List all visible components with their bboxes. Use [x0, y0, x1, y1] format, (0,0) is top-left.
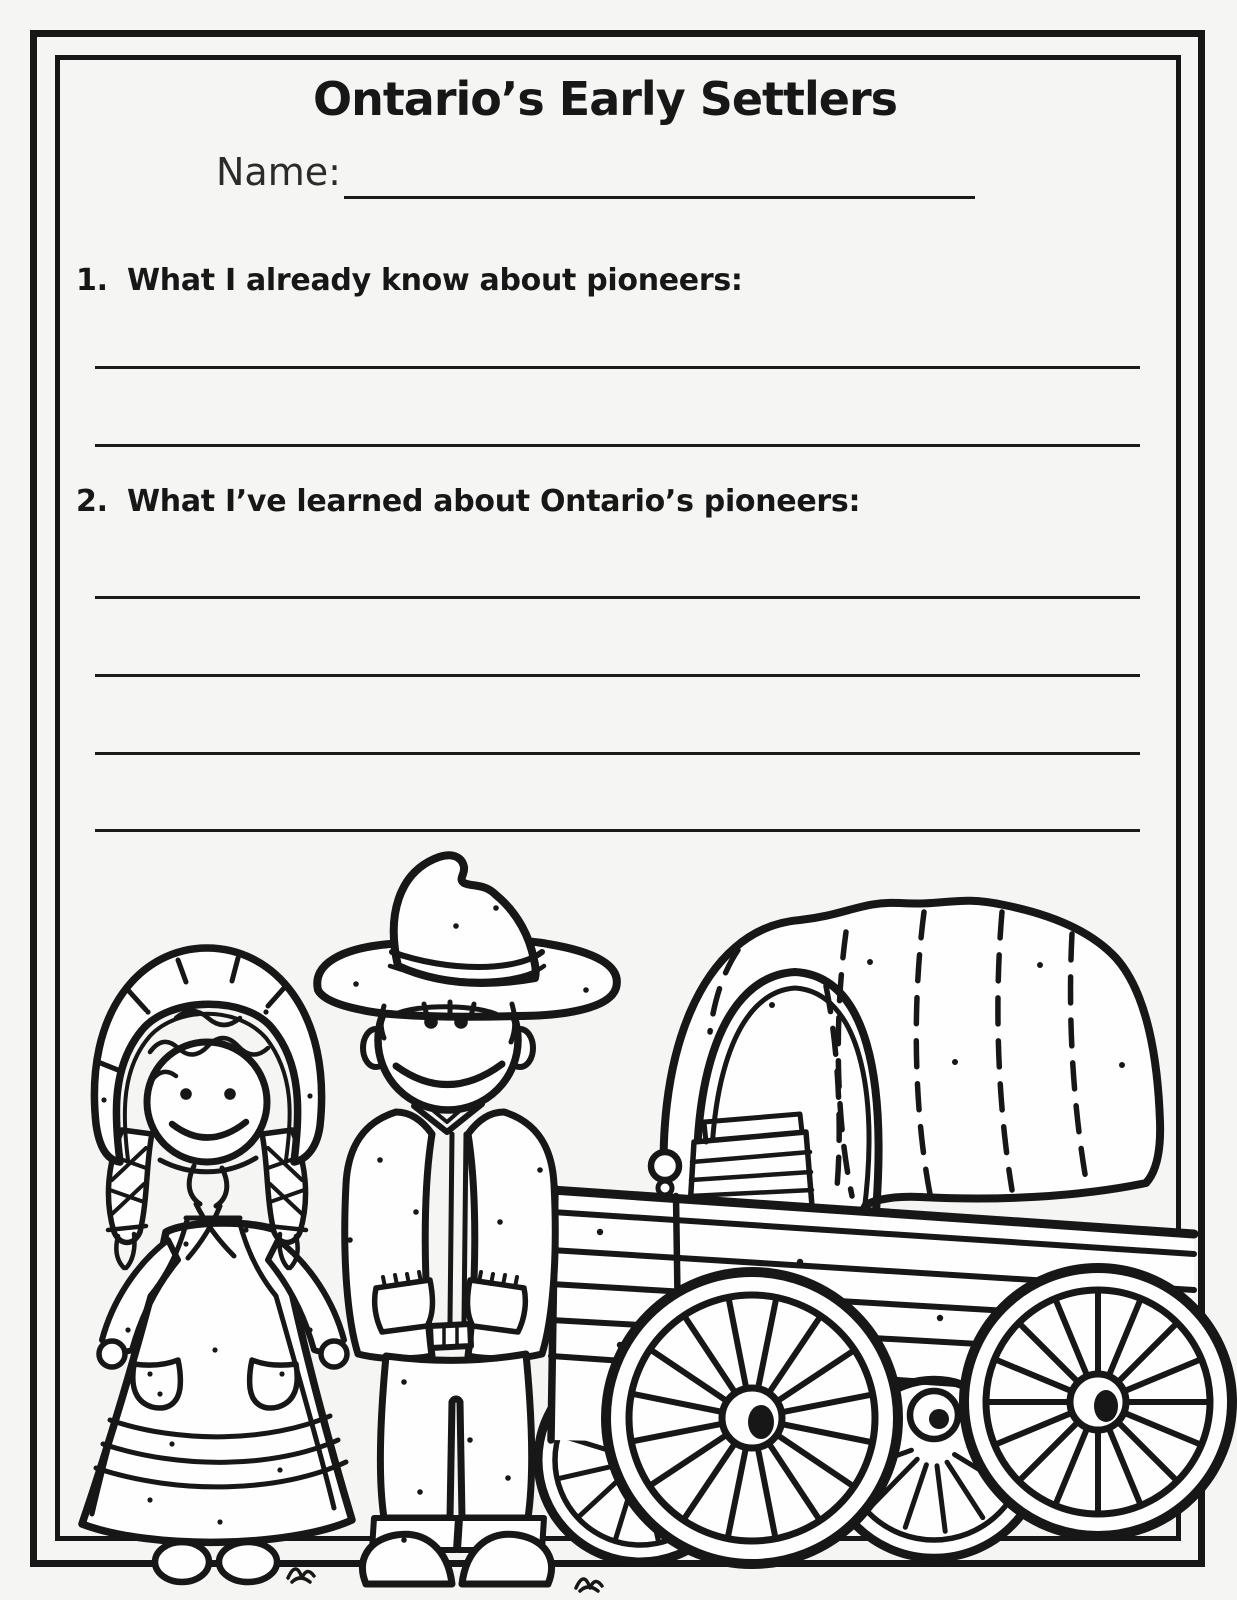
writing-line: [95, 444, 1140, 447]
page-title: Ontario’s Early Settlers: [312, 72, 898, 126]
writing-line: [95, 366, 1140, 369]
question-1-text: What I already know about pioneers:: [127, 263, 743, 298]
name-label: Name:: [216, 150, 341, 194]
question-1-number: 1.: [76, 263, 108, 298]
writing-line: [95, 674, 1140, 677]
grass-tufts: [288, 1569, 602, 1591]
writing-line: [95, 829, 1140, 832]
question-2-text: What I’ve learned about Ontario’s pioneers:: [127, 484, 861, 519]
question-2-number: 2.: [76, 484, 108, 519]
name-writing-line: [344, 196, 975, 199]
writing-line: [95, 752, 1140, 755]
writing-line: [95, 596, 1140, 599]
